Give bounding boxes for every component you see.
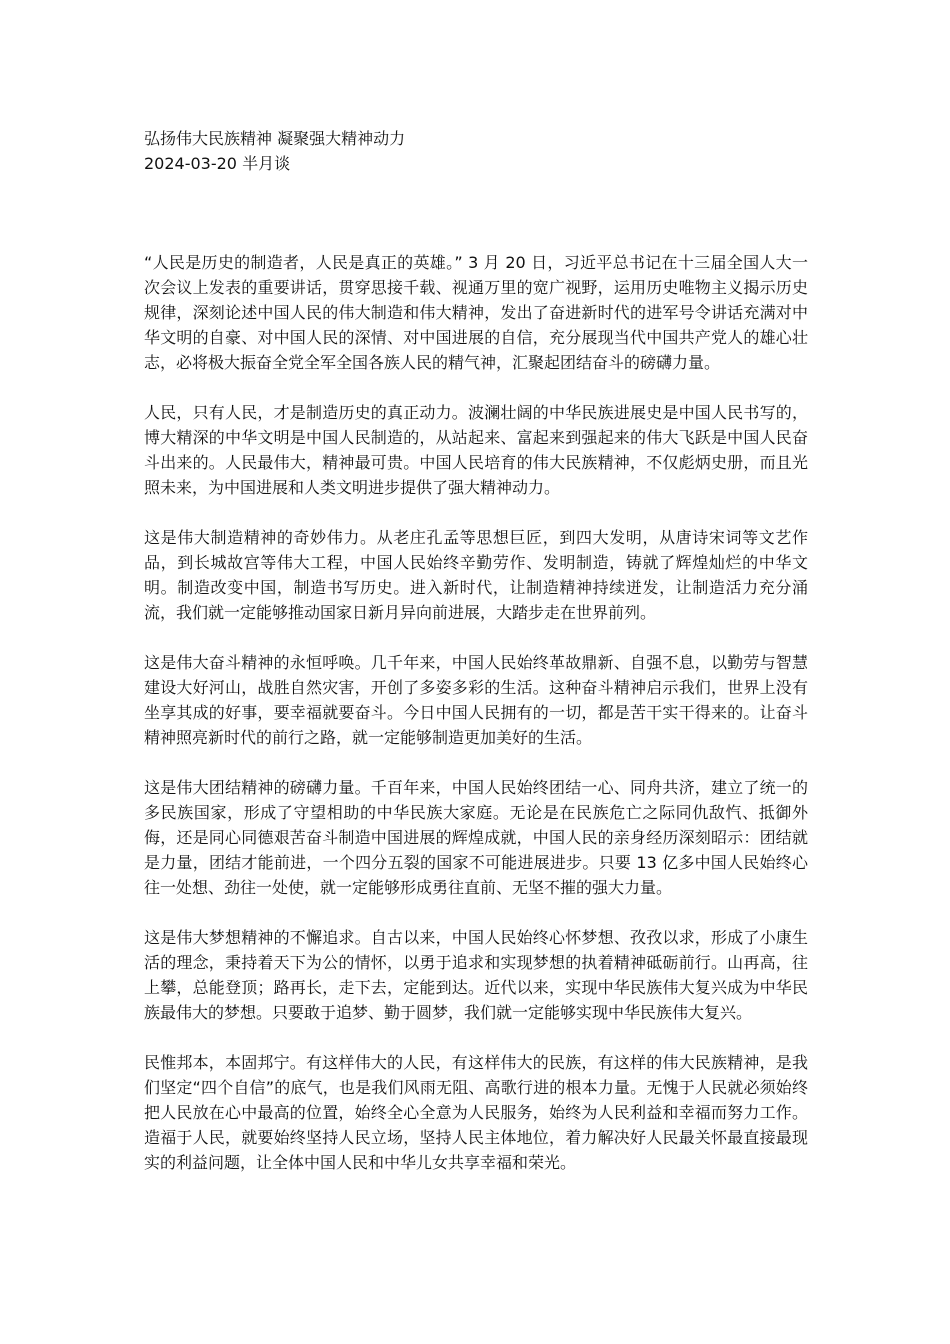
article-title: 弘扬伟大民族精神 凝聚强大精神动力 [144, 129, 406, 148]
paragraph-7: 民惟邦本，本固邦宁。有这样伟大的人民，有这样伟大的民族，有这样的伟大民族精神，是我们坚定“四个自信”的底气，也是我们风雨无阻、高歌行进的根本力量。无愧于人民就必须始终把人民放在心中最高的位置，始终全心全意为人民服务，始终为人民利益和幸福而努力工作。造福于人民，就要始终坚持人民立场，坚持人民主体地位，着力解决好人民最关怀最直接最现实的利益问题，让全体中国人民和中华儿女共享幸福和荣光。 [144, 1053, 808, 1172]
paragraph-2: 人民，只有人民，才是制造历史的真正动力。波澜壮阔的中华民族进展史是中国人民书写的，博大精深的中华文明是中国人民制造的，从站起来、富起来到强起来的伟大飞跃是中国人民奋斗出来的。人民最伟大，精神最可贵。中国人民培育的伟大民族精神，不仅彪炳史册，而且光照未来，为中国进展和人类文明进步提供了强大精神动力。 [144, 403, 808, 497]
paragraph-1: “人民是历史的制造者，人民是真正的英雄。” 3 月 20 日，习近平总书记在十三届全国人大一次会议上发表的重要讲话，贯穿思接千载、视通万里的宽广视野，运用历史唯物主义揭示历史规律，深刻论述中国人民的伟大制造和伟大精神，发出了奋进新时代的进军号令讲话充满对中华文明的自豪、对中国人民的深情、对中国进展的自信，充分展现当代中国共产党人的雄心壮志，必将极大振奋全党全军全国各族人民的精气神，汇聚起团结奋斗的磅礴力量。 [144, 253, 808, 372]
article-body [144, 250, 808, 1200]
article-header [144, 126, 824, 176]
paragraph-4: 这是伟大奋斗精神的永恒呼唤。几千年来，中国人民始终革故鼎新、自强不息，以勤劳与智慧建设大好河山，战胜自然灾害，开创了多姿多彩的生活。这种奋斗精神启示我们，世界上没有坐享其成的好事，要幸福就要奋斗。今日中国人民拥有的一切，都是苦干实干得来的。让奋斗精神照亮新时代的前行之路，就一定能够制造更加美好的生活。 [144, 653, 808, 747]
paragraph-3: 这是伟大制造精神的奇妙伟力。从老庄孔孟等思想巨匠，到四大发明，从唐诗宋词等文艺作品，到长城故宫等伟大工程，中国人民始终辛勤劳作、发明制造，铸就了辉煌灿烂的中华文明。制造改变中国，制造书写历史。进入新时代，让制造精神持续迸发，让制造活力充分涌流，我们就一定能够推动国家日新月异向前进展，大踏步走在世界前列。 [144, 528, 808, 622]
paragraph-6: 这是伟大梦想精神的不懈追求。自古以来，中国人民始终心怀梦想、孜孜以求，形成了小康生活的理念，秉持着天下为公的情怀，以勇于追求和实现梦想的执着精神砥砺前行。山再高，往上攀，总能登顶；路再长，走下去，定能到达。近代以来，实现中华民族伟大复兴成为中华民族最伟大的梦想。只要敢于追梦、勤于圆梦，我们就一定能够实现中华民族伟大复兴。 [144, 928, 808, 1022]
paragraph-5: 这是伟大团结精神的磅礴力量。千百年来，中国人民始终团结一心、同舟共济，建立了统一的多民族国家，形成了守望相助的中华民族大家庭。无论是在民族危亡之际同仇敌忾、抵御外侮，还是同心同德艰苦奋斗制造中国进展的辉煌成就，中国人民的亲身经历深刻昭示：团结就是力量，团结才能前进，一个四分五裂的国家不可能进展进步。只要 13 亿多中国人民始终心往一处想、劲往一处使，就一定能够形成勇往直前、无坚不摧的强大力量。 [144, 778, 808, 897]
article-date-source: 2024-03-20 半月谈 [144, 154, 291, 173]
